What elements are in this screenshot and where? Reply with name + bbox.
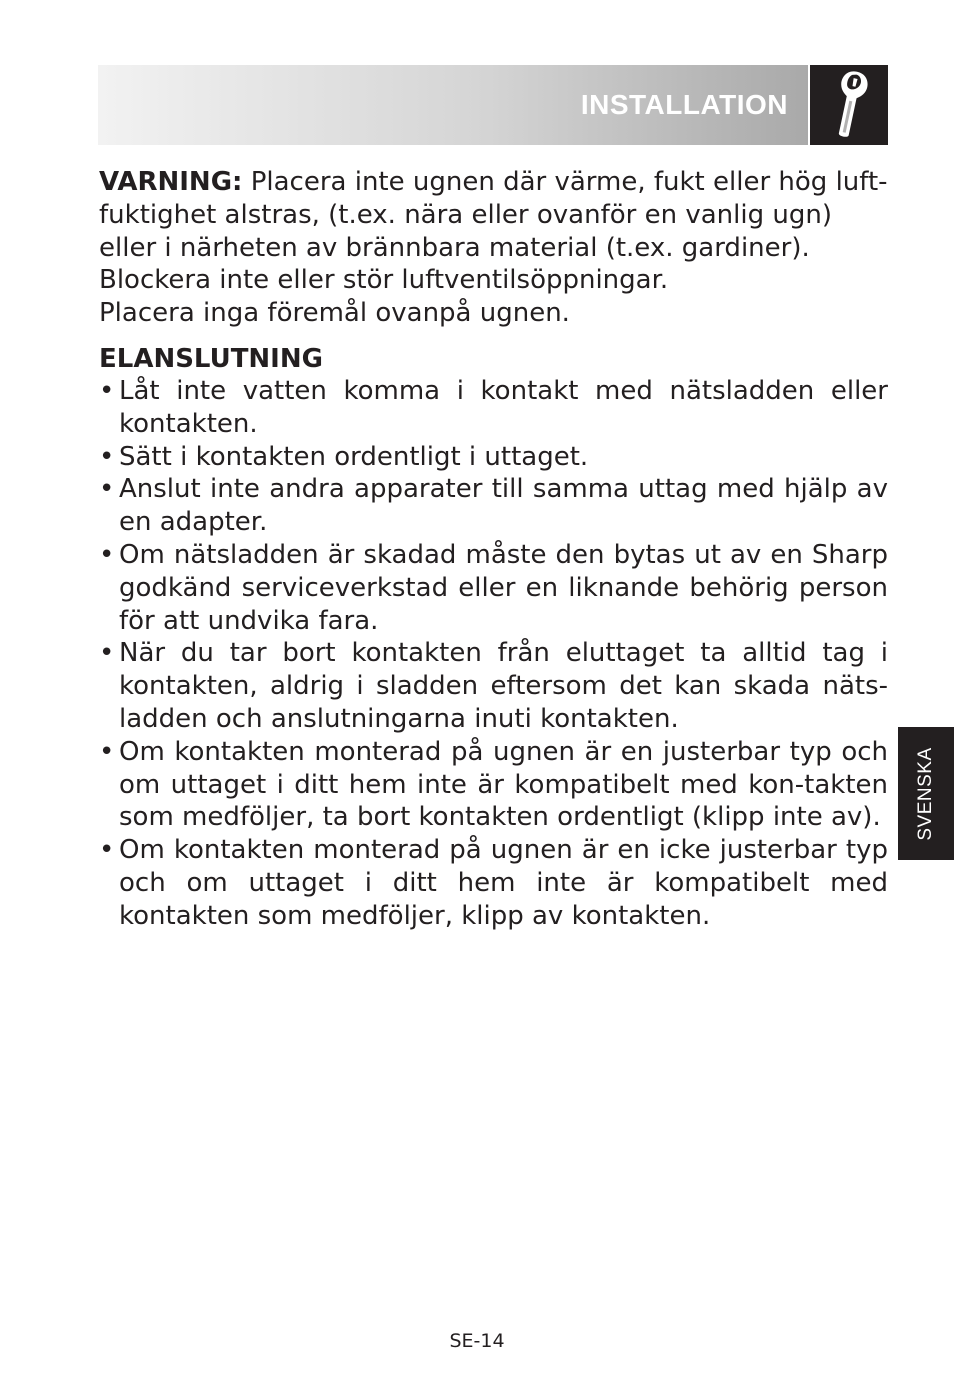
page-content [99,166,888,933]
warning-paragraph [99,166,888,264]
warning-line-objects: Placera inga föremål ovanpå ugnen. [99,298,570,329]
list-item: • Om kontakten monterad på ugnen är en icke justerbar typ och om uttaget i ditt hem inte är kompatibelt med kontakten som medföljer, klipp av kontakten. [99,834,888,932]
section-heading: ELANSLUTNING [99,343,323,374]
list-item: • Om kontakten monterad på ugnen är en justerbar typ och om uttaget i ditt hem inte är kompatibelt med kon-takten som medföljer, ta bort kontakten ordentligt (klipp inte av). [99,736,888,834]
warning-block [99,166,888,330]
list-item: • Sätt i kontakten ordentligt i uttaget. [99,441,888,474]
language-tab-label: SVENSKA [915,746,936,841]
section-title: INSTALLATION [580,89,788,120]
language-tab [898,727,954,860]
section-header-bar [98,65,808,145]
warning-text: Placera inte ugnen där värme, fukt eller hög luft-fuktighet alstras, (t.ex. nära eller ovanför en vanlig ugn) eller i närheten av brännbara material (t.ex. gardiner). [99,167,888,263]
list-item: • När du tar bort kontakten från eluttaget ta alltid tag i kontakten, aldrig i sladden eftersom det kan skada näts-ladden och anslutningarna inuti kontakten. [99,637,888,735]
page-number: SE-14 [449,1330,505,1352]
list-item: • Låt inte vatten komma i kontakt med nätsladden eller kontakten. [99,375,888,441]
header-icon-box [810,65,888,145]
warning-label: VARNING: [99,167,243,197]
warning-line-ventilation: Blockera inte eller stör luftventilsöppningar. [99,265,669,296]
list-item: • Anslut inte andra apparater till samma uttag med hjälp av en adapter. [99,473,888,539]
list-item: • Om nätsladden är skadad måste den bytas ut av en Sharp godkänd serviceverkstad eller en liknande behörig person för att undvika fara. [99,539,888,637]
wrench-icon [810,65,888,145]
bullet-list [99,375,888,933]
